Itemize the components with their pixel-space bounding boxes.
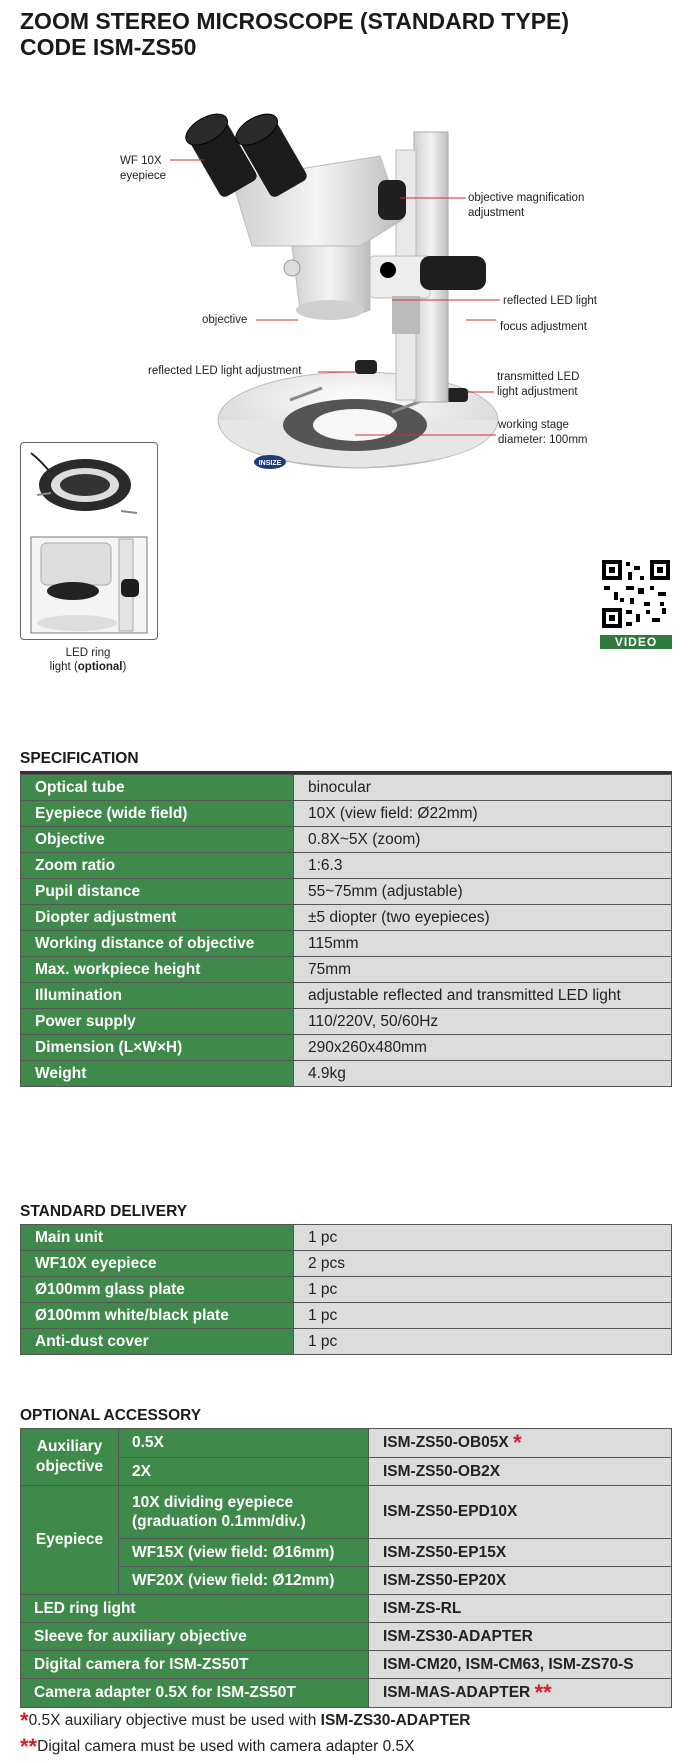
table-row <box>21 1567 672 1595</box>
note-1-bold: ISM-ZS30-ADAPTER <box>320 1712 471 1729</box>
microscope-illustration <box>0 70 700 500</box>
eye3-code: ISM-ZS50-EP20X <box>369 1567 672 1595</box>
qr-code[interactable] <box>600 558 672 649</box>
row-label: Weight <box>21 1061 294 1087</box>
aux1-mark: * <box>513 1430 522 1455</box>
row-label: Zoom ratio <box>21 853 294 879</box>
adapter-code <box>369 1679 672 1708</box>
row-value: ±5 diopter (two eyepieces) <box>294 905 672 931</box>
table-row <box>21 1035 672 1061</box>
aux-group-label: Auxiliary objective <box>21 1429 119 1486</box>
table-row <box>21 1623 672 1651</box>
table-row <box>21 905 672 931</box>
row-value: 110/220V, 50/60Hz <box>294 1009 672 1035</box>
table-row <box>21 931 672 957</box>
adapter-label: Camera adapter 0.5X for ISM-ZS50T <box>21 1679 369 1708</box>
table-row <box>21 1651 672 1679</box>
row-value: 4.9kg <box>294 1061 672 1087</box>
caption-bold: optional <box>77 661 123 673</box>
table-row <box>21 1539 672 1567</box>
row-value: 1 pc <box>294 1329 672 1355</box>
note-2-text: Digital camera must be used with camera adapter 0.5X <box>37 1738 415 1755</box>
eye1-code: ISM-ZS50-EPD10X <box>369 1486 672 1539</box>
sleeve-code: ISM-ZS30-ADAPTER <box>369 1623 672 1651</box>
row-value: 55~75mm (adjustable) <box>294 879 672 905</box>
page-title <box>20 8 569 60</box>
eye2-code: ISM-ZS50-EP15X <box>369 1539 672 1567</box>
title-line-1: ZOOM STEREO MICROSCOPE (STANDARD TYPE) <box>20 8 570 34</box>
row-label: Ø100mm white/black plate <box>21 1303 294 1329</box>
row-label: Main unit <box>21 1225 294 1251</box>
led-ring-caption-line1: LED ring <box>65 647 111 659</box>
table-row <box>21 775 672 801</box>
accessory-title: OPTIONAL ACCESSORY <box>20 1407 202 1424</box>
delivery-table <box>20 1224 672 1355</box>
table-row <box>21 827 672 853</box>
adapter-mark: ** <box>534 1680 552 1705</box>
row-label: Ø100mm glass plate <box>21 1277 294 1303</box>
eye2-label: WF15X (view field: Ø16mm) <box>119 1539 369 1567</box>
row-label: Pupil distance <box>21 879 294 905</box>
row-label: Working distance of objective <box>21 931 294 957</box>
led-ring-image <box>20 442 158 640</box>
row-value: 75mm <box>294 957 672 983</box>
row-value: 1 pc <box>294 1225 672 1251</box>
eye3-label: WF20X (view field: Ø12mm) <box>119 1567 369 1595</box>
row-value: 2 pcs <box>294 1251 672 1277</box>
table-row <box>21 853 672 879</box>
brand-logo: INSIZE <box>258 460 282 467</box>
ring-label: LED ring light <box>21 1595 369 1623</box>
ring-code: ISM-ZS-RL <box>369 1595 672 1623</box>
table-row <box>21 1303 672 1329</box>
row-label: Power supply <box>21 1009 294 1035</box>
callout-reflected-adjustment: reflected LED light adjustment <box>148 365 302 377</box>
callout-working-stage: working stage diameter: 100mm <box>498 419 588 446</box>
table-row <box>21 957 672 983</box>
table-row <box>21 1679 672 1708</box>
aux1-code <box>369 1429 672 1458</box>
row-label: WF10X eyepiece <box>21 1251 294 1277</box>
caption-mid: light ( <box>49 661 78 673</box>
table-row <box>21 1251 672 1277</box>
aux1-code-text: ISM-ZS50-OB05X <box>383 1434 509 1451</box>
row-label: Objective <box>21 827 294 853</box>
note-1-text: 0.5X auxiliary objective must be used with <box>28 1712 321 1729</box>
note-2-mark: ** <box>20 1734 38 1759</box>
note-2 <box>20 1734 414 1760</box>
specification-title: SPECIFICATION <box>20 750 139 767</box>
row-value: 1:6.3 <box>294 853 672 879</box>
row-label: Dimension (L×W×H) <box>21 1035 294 1061</box>
accessory-table <box>20 1428 672 1708</box>
eye1-label: 10X dividing eyepiece (graduation 0.1mm/div.) <box>119 1486 369 1539</box>
aux1-label: 0.5X <box>119 1429 369 1458</box>
callout-objective: objective <box>202 314 248 326</box>
row-value: 10X (view field: Ø22mm) <box>294 801 672 827</box>
camera-code: ISM-CM20, ISM-CM63, ISM-ZS70-S <box>369 1651 672 1679</box>
row-label: Optical tube <box>21 775 294 801</box>
row-value: adjustable reflected and transmitted LED light <box>294 983 672 1009</box>
table-row <box>21 879 672 905</box>
row-value: 1 pc <box>294 1303 672 1329</box>
specification-table <box>20 774 672 1087</box>
row-value: 1 pc <box>294 1277 672 1303</box>
table-row <box>21 1061 672 1087</box>
table-row <box>21 1429 672 1458</box>
aux2-label: 2X <box>119 1458 369 1486</box>
eye-group-label: Eyepiece <box>21 1486 119 1595</box>
table-row <box>21 1486 672 1539</box>
row-label: Max. workpiece height <box>21 957 294 983</box>
row-label: Eyepiece (wide field) <box>21 801 294 827</box>
led-ring-caption <box>20 646 156 674</box>
camera-label: Digital camera for ISM-ZS50T <box>21 1651 369 1679</box>
table-row <box>21 1225 672 1251</box>
row-value: 0.8X~5X (zoom) <box>294 827 672 853</box>
callout-eyepiece: WF 10X eyepiece <box>120 155 167 182</box>
row-label: Illumination <box>21 983 294 1009</box>
table-row <box>21 1329 672 1355</box>
delivery-title: STANDARD DELIVERY <box>20 1203 188 1220</box>
row-label: Anti-dust cover <box>21 1329 294 1355</box>
callout-transmitted-led: transmitted LED light adjustment <box>497 371 580 398</box>
row-value: 115mm <box>294 931 672 957</box>
adapter-code-text: ISM-MAS-ADAPTER <box>383 1684 531 1701</box>
row-value: 290x260x480mm <box>294 1035 672 1061</box>
callout-focus-adjustment: focus adjustment <box>500 321 587 333</box>
table-row <box>21 1277 672 1303</box>
aux2-code: ISM-ZS50-OB2X <box>369 1458 672 1486</box>
note-1 <box>20 1708 471 1734</box>
callout-reflected-led: reflected LED light <box>503 295 597 307</box>
callout-objective-magnification: objective magnification adjustment <box>468 192 585 219</box>
qr-code-icon <box>600 558 672 630</box>
table-row <box>21 801 672 827</box>
caption-post: ) <box>122 661 127 673</box>
led-ring-caption-line2 <box>20 660 156 674</box>
row-label: Diopter adjustment <box>21 905 294 931</box>
table-row <box>21 1009 672 1035</box>
table-row <box>21 983 672 1009</box>
title-line-2: CODE ISM-ZS50 <box>20 34 197 60</box>
led-ring-icon <box>21 443 157 639</box>
row-value: binocular <box>294 775 672 801</box>
sleeve-label: Sleeve for auxiliary objective <box>21 1623 369 1651</box>
table-row <box>21 1595 672 1623</box>
qr-video-label: VIDEO <box>600 635 672 649</box>
note-1-mark: * <box>20 1708 29 1733</box>
table-row <box>21 1458 672 1486</box>
